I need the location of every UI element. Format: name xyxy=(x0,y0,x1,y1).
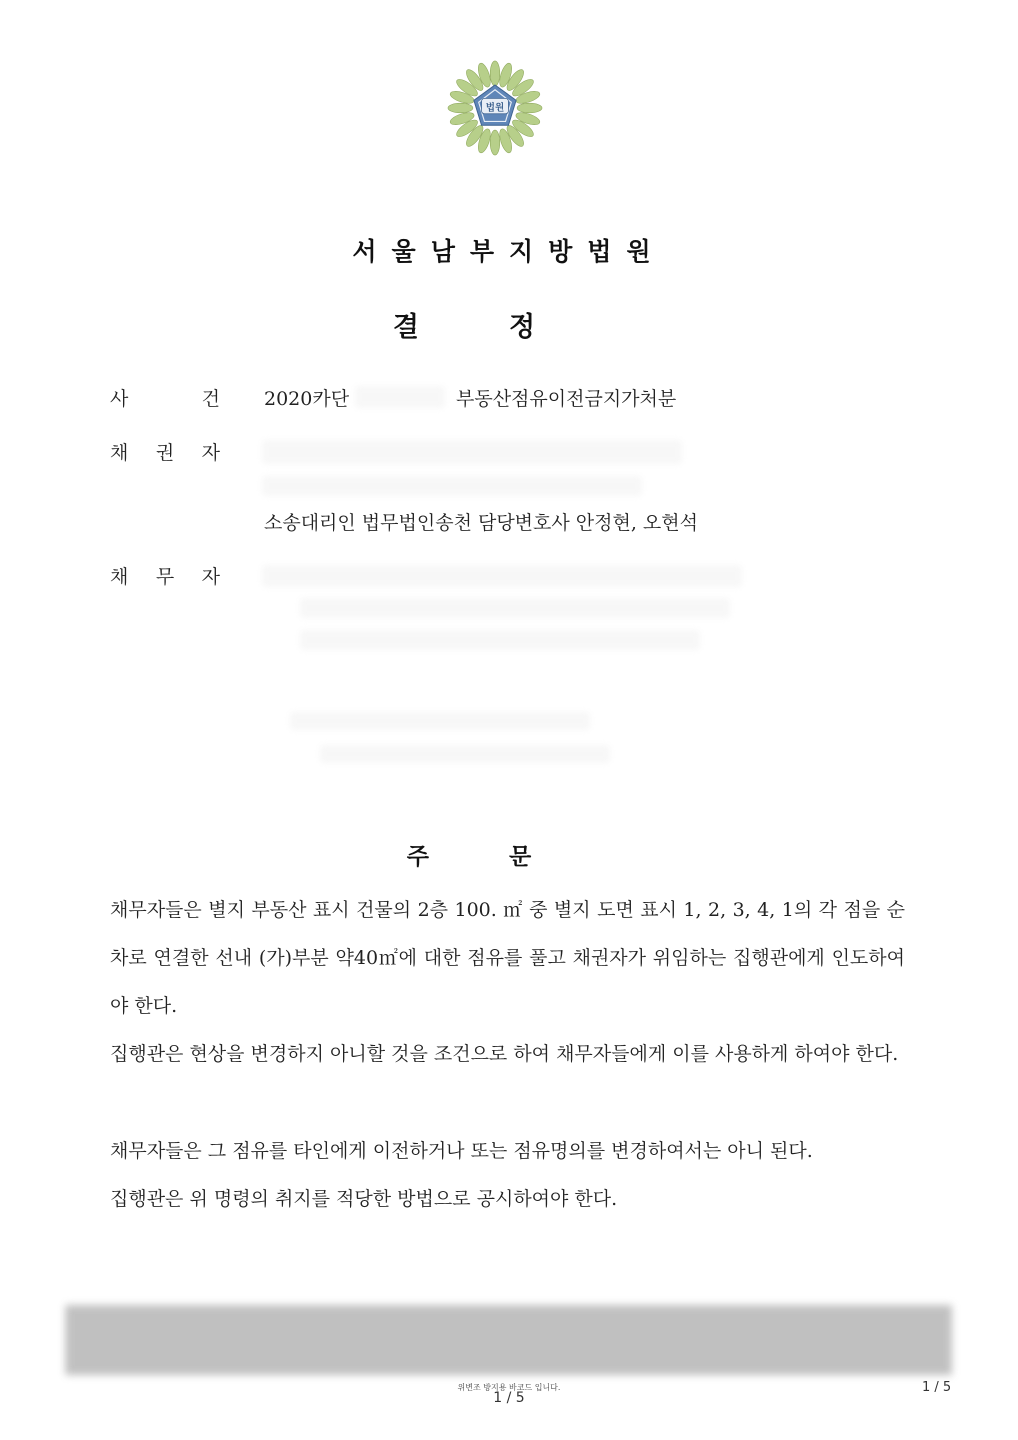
redacted-debtor-1 xyxy=(262,565,742,587)
debtor-label xyxy=(110,562,220,589)
order-paragraph-4: 집행관은 위 명령의 취지를 적당한 방법으로 공시하여야 한다. xyxy=(110,1188,618,1210)
creditor-label-char: 채 xyxy=(110,442,129,464)
case-label-char: 사 xyxy=(110,388,129,410)
redacted-debtor-3 xyxy=(300,630,700,650)
debtor-label-char: 무 xyxy=(155,566,175,588)
case-title: 부동산점유이전금지가처분 xyxy=(456,388,677,410)
creditor-label xyxy=(110,438,220,465)
seal-petal xyxy=(490,130,500,155)
barcode-caption: 위변조 방지용 바코드 입니다. xyxy=(457,1383,561,1392)
creditor-label-char: 자 xyxy=(201,442,220,464)
anti-forgery-barcode xyxy=(66,1305,952,1375)
case-number: 2020카단 xyxy=(264,388,350,410)
court-seal-icon xyxy=(447,60,543,156)
document-type-title: 결정 xyxy=(392,312,626,343)
seal-text: 법원 xyxy=(485,102,505,114)
redacted-creditor-address xyxy=(262,476,642,496)
redacted-debtor-4 xyxy=(290,712,590,730)
case-label xyxy=(110,384,220,411)
legal-agent-line: 소송대리인 법무법인송천 담당변호사 안정현, 오현석 xyxy=(264,512,698,534)
creditor-label-char: 권 xyxy=(155,442,175,464)
order-section-title: 주문 xyxy=(406,844,612,870)
redacted-creditor-name xyxy=(262,440,682,464)
order-paragraph-3: 채무자들은 그 점유를 타인에게 이전하거나 또는 점유명의를 변경하여서는 아니 된다. xyxy=(110,1140,813,1162)
order-paragraph-1: 채무자들은 별지 부동산 표시 건물의 2층 100. ㎡ 중 별지 도면 표시 1, 2, 3, 4, 1의 각 점을 순차로 연결한 선내 (가)부분 약40㎡에 대한 점유를 풀고 채권자가 위임하는 집행관에게 인도하여야 한다. xyxy=(110,899,905,1017)
seal-petal xyxy=(448,103,473,113)
corner-page-number: 1 / 5 xyxy=(922,1380,952,1395)
redacted-debtor-2 xyxy=(300,598,730,618)
debtor-label-char: 자 xyxy=(201,566,220,588)
debtor-label-char: 채 xyxy=(110,566,129,588)
seal-petal xyxy=(517,103,542,113)
court-name: 서울남부지방법원 xyxy=(352,237,666,266)
seal-petal xyxy=(490,61,500,86)
redacted-debtor-5 xyxy=(320,745,610,763)
redacted-case-number xyxy=(355,386,445,408)
order-paragraph-2: 집행관은 현상을 변경하지 아니할 것을 조건으로 하여 채무자들에게 이를 사용하게 하여야 한다. xyxy=(110,1043,899,1065)
page-number: 1 / 5 xyxy=(493,1390,525,1406)
case-label-char: 건 xyxy=(201,388,220,410)
